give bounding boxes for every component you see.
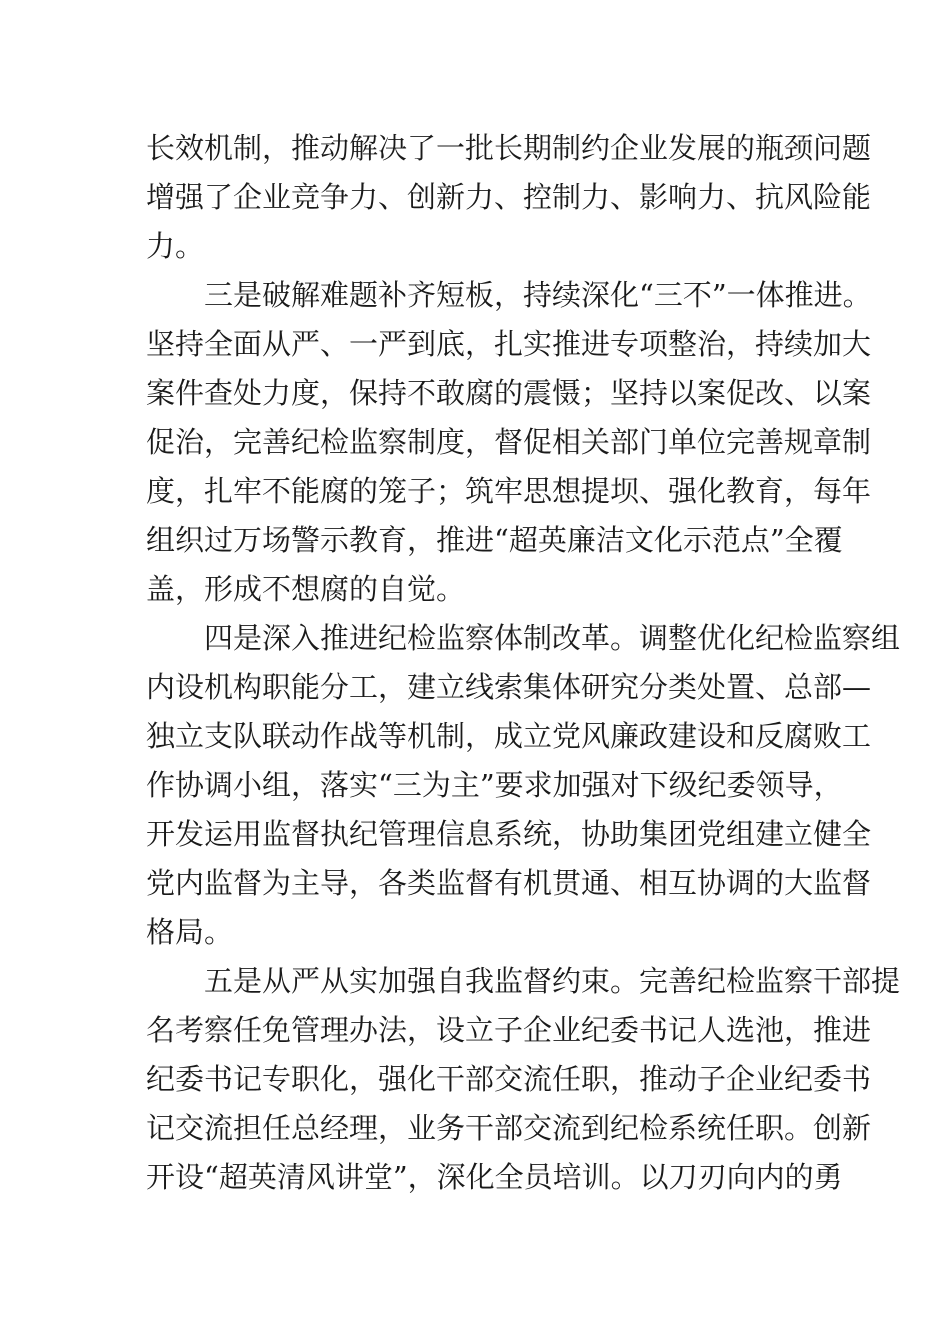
text-line: 作协调小组，落实“三为主”要求加强对下级纪委领导， — [146, 768, 843, 802]
text-line: 记交流担任总经理，业务干部交流到纪检系统任职。创新 — [146, 1111, 872, 1145]
text-line: 名考察任免管理办法，设立子企业纪委书记人选池，推进 — [146, 1013, 872, 1047]
paragraph-start-line: 四是深入推进纪检监察体制改革。调整优化纪检监察组 — [146, 621, 901, 655]
text-line: 长效机制，推动解决了一批长期制约企业发展的瓶颈问题 — [146, 131, 872, 165]
text-line: 格局。 — [146, 915, 234, 949]
text-line: 组织过万场警示教育，推进“超英廉洁文化示范点”全覆 — [146, 523, 843, 557]
text-line: 党内监督为主导，各类监督有机贯通、相互协调的大监督 — [146, 866, 872, 900]
text-line: 坚持全面从严、一严到底，扎实推进专项整治，持续加大 — [146, 327, 872, 361]
paragraph-start-line: 三是破解难题补齐短板，持续深化“三不”一体推进。 — [146, 278, 872, 312]
text-line: 促治，完善纪检监察制度，督促相关部门单位完善规章制 — [146, 425, 872, 459]
text-line: 开设“超英清风讲堂”，深化全员培训。以刀刃向内的勇 — [146, 1160, 843, 1194]
text-line: 独立支队联动作战等机制，成立党风廉政建设和反腐败工 — [146, 719, 872, 753]
text-line: 案件查处力度，保持不敢腐的震慑；坚持以案促改、以案 — [146, 376, 872, 410]
text-line: 盖，形成不想腐的自觉。 — [146, 572, 466, 606]
text-line: 内设机构职能分工，建立线索集体研究分类处置、总部— — [146, 670, 872, 704]
text-line: 纪委书记专职化，强化干部交流任职，推动子企业纪委书 — [146, 1062, 872, 1096]
text-line: 增强了企业竞争力、创新力、控制力、影响力、抗风险能 — [146, 180, 872, 214]
text-line: 开发运用监督执纪管理信息系统，协助集团党组建立健全 — [146, 817, 872, 851]
paragraph-start-line: 五是从严从实加强自我监督约束。完善纪检监察干部提 — [146, 964, 901, 998]
text-line: 度，扎牢不能腐的笼子；筑牢思想提坝、强化教育，每年 — [146, 474, 872, 508]
text-line: 力。 — [146, 229, 205, 263]
body-text — [146, 124, 901, 1202]
